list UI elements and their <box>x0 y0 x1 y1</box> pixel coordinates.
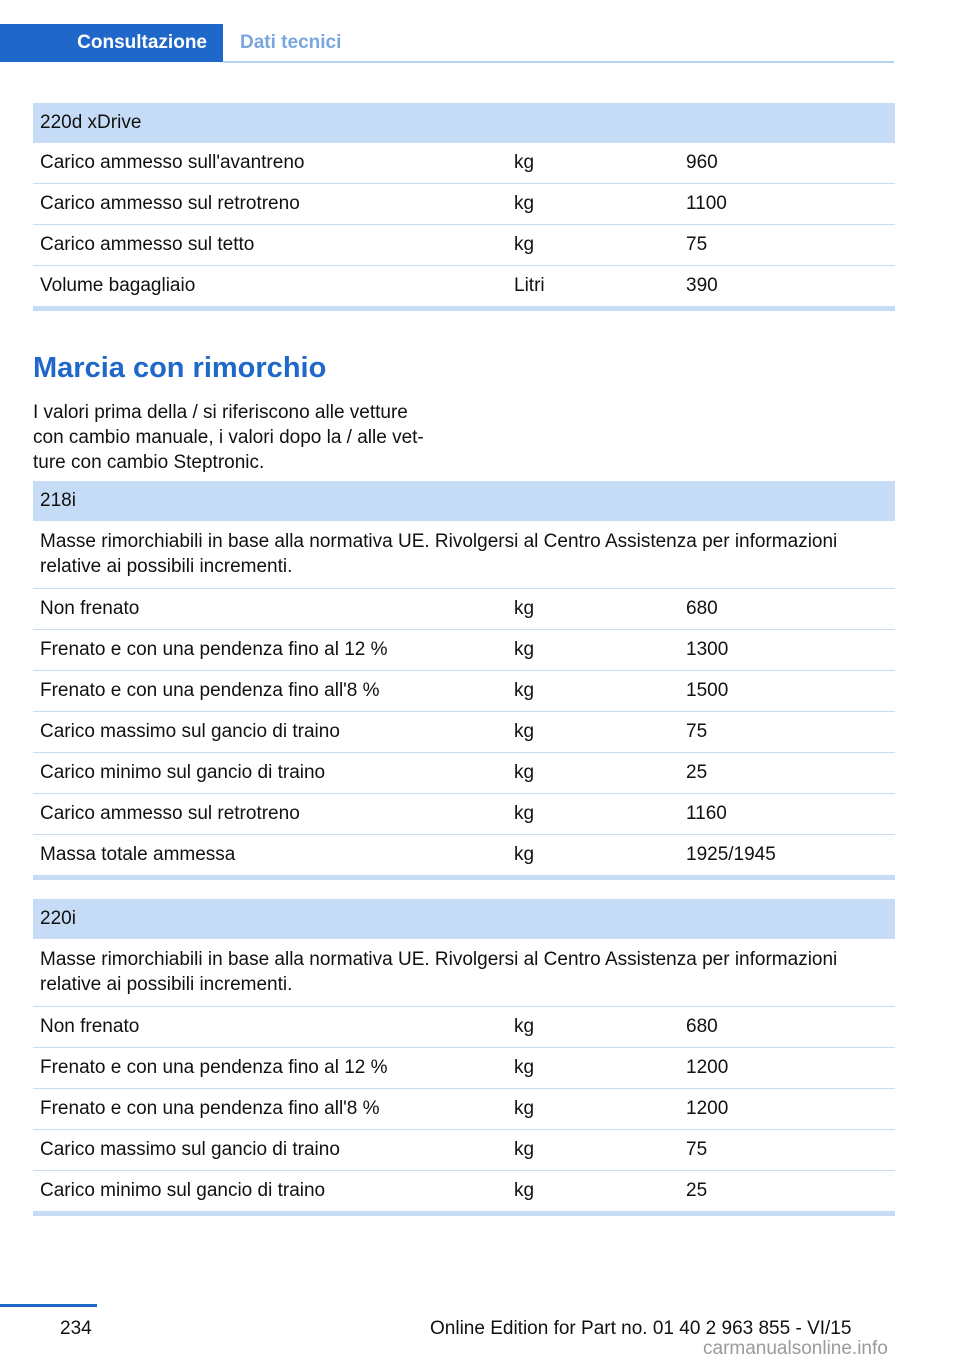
row-value: 25 <box>686 1180 708 1201</box>
row-unit: kg <box>514 721 535 742</box>
row-label: Non frenato <box>40 1016 140 1037</box>
table-bottom-border <box>33 876 895 880</box>
row-unit: kg <box>514 639 535 660</box>
row-value: 680 <box>686 598 718 619</box>
row-unit: kg <box>514 1180 535 1201</box>
row-label: Carico minimo sul gancio di traino <box>40 1180 326 1201</box>
table-row <box>33 753 895 794</box>
table-bottom-border <box>33 1212 895 1216</box>
header-divider <box>223 61 894 63</box>
row-label: Frenato e con una pendenza fino al 12 % <box>40 639 388 660</box>
row-unit: kg <box>514 762 535 783</box>
row-unit: Litri <box>514 275 545 296</box>
row-label: Massa totale ammessa <box>40 844 236 865</box>
row-label: Carico ammesso sul retrotreno <box>40 803 300 824</box>
table-218i <box>33 481 895 880</box>
table-row <box>33 266 895 307</box>
table-row <box>33 712 895 753</box>
table-row <box>33 835 895 876</box>
row-value: 1300 <box>686 639 729 660</box>
tab-dati-tecnici[interactable]: Dati tecnici <box>240 32 342 53</box>
row-unit: kg <box>514 680 535 701</box>
row-label: Frenato e con una pendenza fino all'8 % <box>40 680 380 701</box>
row-value: 1925/1945 <box>686 844 776 865</box>
row-unit: kg <box>514 1057 535 1078</box>
tab-consultazione[interactable]: Consultazione <box>0 24 223 62</box>
edition-text: Online Edition for Part no. 01 40 2 963 855 - VI/15 <box>430 1318 852 1339</box>
table-row <box>33 225 895 266</box>
row-value: 1200 <box>686 1057 729 1078</box>
footer-accent-line <box>0 1304 97 1307</box>
row-label: Carico ammesso sul tetto <box>40 234 255 255</box>
table-row <box>33 589 895 630</box>
table-title: 220i <box>33 899 895 939</box>
row-label: Frenato e con una pendenza fino all'8 % <box>40 1098 380 1119</box>
row-label: Volume bagagliaio <box>40 275 196 296</box>
row-value: 75 <box>686 234 708 255</box>
row-unit: kg <box>514 598 535 619</box>
table-row <box>33 794 895 835</box>
row-unit: kg <box>514 152 535 173</box>
row-label: Carico massimo sul gancio di traino <box>40 721 340 742</box>
section-heading: Marcia con rimorchio <box>33 352 327 384</box>
table-220i <box>33 899 895 1216</box>
table-row <box>33 1048 895 1089</box>
row-label: Carico massimo sul gancio di traino <box>40 1139 340 1160</box>
table-220d-xdrive <box>33 103 895 311</box>
row-value: 680 <box>686 1016 718 1037</box>
header-tabs <box>0 24 894 62</box>
row-unit: kg <box>514 1016 535 1037</box>
row-label: Non frenato <box>40 598 140 619</box>
table-row <box>33 143 895 184</box>
table-row <box>33 630 895 671</box>
row-value: 75 <box>686 1139 708 1160</box>
watermark-text: carmanualsonline.info <box>703 1338 888 1359</box>
row-value: 1100 <box>686 193 727 214</box>
page-number: 234 <box>60 1318 92 1339</box>
row-value: 1200 <box>686 1098 729 1119</box>
row-label: Carico ammesso sull'avantreno <box>40 152 305 173</box>
row-label: Frenato e con una pendenza fino al 12 % <box>40 1057 388 1078</box>
table-title: 218i <box>33 481 895 521</box>
table-note: Masse rimorchiabili in base alla normativa UE. Rivolgersi al Centro Assistenza per informazioni relative ai possibili incrementi. <box>33 939 895 1007</box>
row-unit: kg <box>514 1139 535 1160</box>
table-bottom-border <box>33 307 895 311</box>
table-row <box>33 1171 895 1212</box>
row-value: 75 <box>686 721 708 742</box>
row-unit: kg <box>514 844 535 865</box>
table-row <box>33 1089 895 1130</box>
table-row <box>33 1007 895 1048</box>
row-label: Carico minimo sul gancio di traino <box>40 762 326 783</box>
row-value: 390 <box>686 275 718 296</box>
row-value: 1160 <box>686 803 727 824</box>
row-unit: kg <box>514 193 535 214</box>
row-unit: kg <box>514 234 535 255</box>
row-value: 25 <box>686 762 708 783</box>
row-value: 960 <box>686 152 718 173</box>
section-intro: I valori prima della / si riferiscono alle vetture con cambio manuale, i valori dopo la / alle vet‐ture con cambio Steptronic. <box>33 402 424 473</box>
table-row <box>33 184 895 225</box>
table-note: Masse rimorchiabili in base alla normativa UE. Rivolgersi al Centro Assistenza per informazioni relative ai possibili incrementi. <box>33 521 895 589</box>
row-unit: kg <box>514 803 535 824</box>
row-unit: kg <box>514 1098 535 1119</box>
row-label: Carico ammesso sul retrotreno <box>40 193 300 214</box>
table-row <box>33 1130 895 1171</box>
table-row <box>33 671 895 712</box>
row-value: 1500 <box>686 680 729 701</box>
table-title: 220d xDrive <box>33 103 895 143</box>
